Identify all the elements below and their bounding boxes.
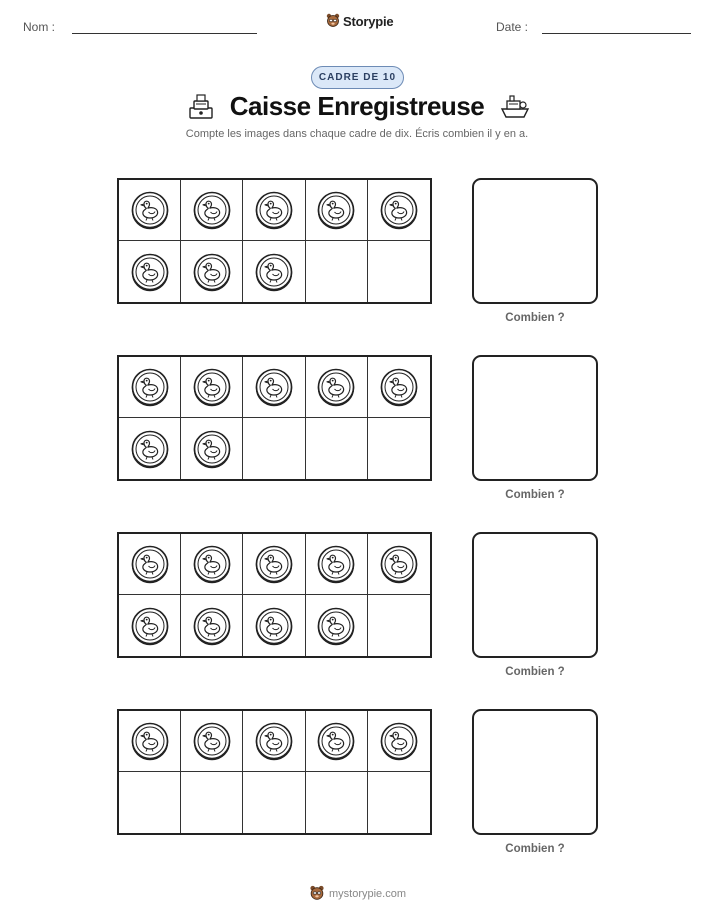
duck-coin-icon bbox=[130, 429, 170, 469]
ten-frame-cell bbox=[243, 180, 305, 241]
ten-frame-cell bbox=[368, 595, 430, 656]
duck-coin-icon bbox=[254, 367, 294, 407]
duck-coin-icon bbox=[254, 544, 294, 584]
brand-name: Storypie bbox=[343, 13, 394, 29]
ten-frame-cell bbox=[368, 357, 430, 418]
answer-box[interactable] bbox=[472, 178, 598, 304]
ten-frame-cell bbox=[243, 418, 305, 479]
ten-frame-cell bbox=[306, 180, 368, 241]
ten-frame-cell bbox=[119, 711, 181, 772]
ten-frame-cell bbox=[243, 772, 305, 833]
ten-frame-cell bbox=[243, 595, 305, 656]
ten-frame-cell bbox=[181, 595, 243, 656]
duck-coin-icon bbox=[130, 606, 170, 646]
answer-label: Combien ? bbox=[505, 666, 565, 678]
footer bbox=[309, 885, 406, 902]
duck-coin-icon bbox=[254, 252, 294, 292]
ten-frame-cell bbox=[368, 241, 430, 302]
storypie-mascot-icon bbox=[326, 13, 340, 29]
ten-frame-cell bbox=[306, 418, 368, 479]
answer-label: Combien ? bbox=[505, 489, 565, 501]
ten-frame-cell bbox=[243, 534, 305, 595]
storypie-mascot-icon bbox=[309, 885, 325, 902]
duck-coin-icon bbox=[379, 367, 419, 407]
ten-frame-cell bbox=[368, 534, 430, 595]
duck-coin-icon bbox=[192, 544, 232, 584]
ten-frame-cell bbox=[243, 357, 305, 418]
ten-frame-cell bbox=[119, 418, 181, 479]
ten-frame-cell bbox=[181, 241, 243, 302]
ten-frame bbox=[117, 178, 432, 304]
name-line[interactable] bbox=[72, 33, 257, 34]
duck-coin-icon bbox=[130, 367, 170, 407]
duck-coin-icon bbox=[254, 606, 294, 646]
ten-frame-cell bbox=[181, 534, 243, 595]
duck-coin-icon bbox=[192, 367, 232, 407]
ten-frame-cell bbox=[306, 241, 368, 302]
answer-box[interactable] bbox=[472, 355, 598, 481]
duck-coin-icon bbox=[130, 721, 170, 761]
footer-site: mystorypie.com bbox=[329, 887, 407, 900]
ten-frame-cell bbox=[181, 357, 243, 418]
duck-coin-icon bbox=[130, 252, 170, 292]
duck-coin-icon bbox=[192, 606, 232, 646]
ten-frame-cell bbox=[306, 357, 368, 418]
brand-logo bbox=[326, 13, 393, 29]
answer-box[interactable] bbox=[472, 709, 598, 835]
duck-coin-icon bbox=[316, 367, 356, 407]
duck-coin-icon bbox=[316, 190, 356, 230]
duck-coin-icon bbox=[130, 544, 170, 584]
duck-coin-icon bbox=[192, 252, 232, 292]
name-label: Nom : bbox=[23, 20, 56, 34]
date-line[interactable] bbox=[542, 33, 691, 34]
ten-frame-cell bbox=[306, 595, 368, 656]
ten-frame-cell bbox=[181, 418, 243, 479]
ten-frame-cell bbox=[306, 534, 368, 595]
duck-coin-icon bbox=[254, 190, 294, 230]
ten-frame-cell bbox=[243, 711, 305, 772]
ten-frame-cell bbox=[306, 711, 368, 772]
ten-frame-cell bbox=[368, 711, 430, 772]
duck-coin-icon bbox=[192, 429, 232, 469]
duck-coin-icon bbox=[316, 721, 356, 761]
boat-icon bbox=[499, 91, 531, 121]
duck-coin-icon bbox=[316, 544, 356, 584]
duck-coin-icon bbox=[379, 721, 419, 761]
ten-frame-cell bbox=[119, 772, 181, 833]
answer-box[interactable] bbox=[472, 532, 598, 658]
duck-coin-icon bbox=[192, 721, 232, 761]
duck-coin-icon bbox=[379, 190, 419, 230]
ten-frame-cell bbox=[243, 241, 305, 302]
answer-label: Combien ? bbox=[505, 312, 565, 324]
date-label: Date : bbox=[496, 20, 529, 34]
topic-badge: CADRE DE 10 bbox=[311, 66, 404, 89]
duck-coin-icon bbox=[130, 190, 170, 230]
ten-frame-cell bbox=[368, 418, 430, 479]
duck-coin-icon bbox=[254, 721, 294, 761]
ten-frame-cell bbox=[119, 180, 181, 241]
ten-frame-cell bbox=[181, 711, 243, 772]
ten-frame-cell bbox=[306, 772, 368, 833]
ten-frame-cell bbox=[181, 772, 243, 833]
duck-coin-icon bbox=[316, 606, 356, 646]
ten-frame-cell bbox=[119, 534, 181, 595]
ten-frame-cell bbox=[368, 772, 430, 833]
page-title: Caisse Enregistreuse bbox=[229, 91, 485, 121]
answer-label: Combien ? bbox=[505, 843, 565, 855]
ten-frame bbox=[117, 532, 432, 658]
ten-frame bbox=[117, 709, 432, 835]
duck-coin-icon bbox=[379, 544, 419, 584]
ten-frame-cell bbox=[119, 357, 181, 418]
ten-frame-cell bbox=[119, 595, 181, 656]
duck-coin-icon bbox=[192, 190, 232, 230]
instructions: Compte les images dans chaque cadre de dix. Écris combien il y en a. bbox=[185, 128, 529, 140]
ten-frame bbox=[117, 355, 432, 481]
ten-frame-cell bbox=[181, 180, 243, 241]
ten-frame-cell bbox=[368, 180, 430, 241]
ten-frame-cell bbox=[119, 241, 181, 302]
